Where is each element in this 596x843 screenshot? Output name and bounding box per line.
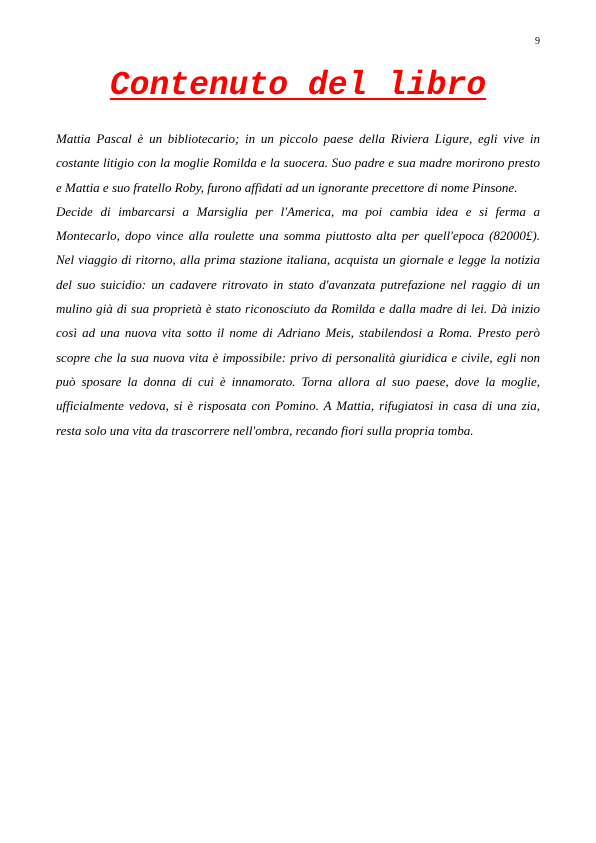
page-number: 9 [535,36,540,47]
paragraph-1: Mattia Pascal è un bibliotecario; in un piccolo paese della Riviera Ligure, egli vive in costante litigio con la moglie Romilda e la suocera. Suo padre e sua madre morirono presto e Mattia e suo fratello Roby, furono affidati ad un ignorante precettore di nome Pinsone. [56,131,540,195]
paragraph-2: Decide di imbarcarsi a Marsiglia per l'America, ma poi cambia idea e si ferma a Montecarlo, dopo vince alla roulette una somma piuttosto alta per quell'epoca (82000£). Nel viaggio di ritorno, alla prima stazione italiana, acquista un giornale e legge la notizia del suo suicidio: un cadavere ritrovato in stato d'avanzata putrefazione nel raggio di un mulino già di sua proprietà è stato riconosciuto da Romilda e dalla madre di lei. Dà inizio così ad una nuova vita sotto il nome di Adriano Meis, stabilendosi a Roma. Presto però scopre che la sua nuova vita è impossibile: privo di personalità giuridica e civile, egli non può sposare la donna di cui è innamorato. Torna allora al suo paese, dove la moglie, ufficialmente vedova, si è risposata con Pomino. A Mattia, rifugiatosi in casa di una zia, resta solo una vita da trascorrere nell'ombra, recando fiori sulla propria tomba. [56,203,540,438]
page-title-text: Contenuto del libro [109,67,487,104]
page-title [0,66,596,106]
book-content [56,127,540,443]
